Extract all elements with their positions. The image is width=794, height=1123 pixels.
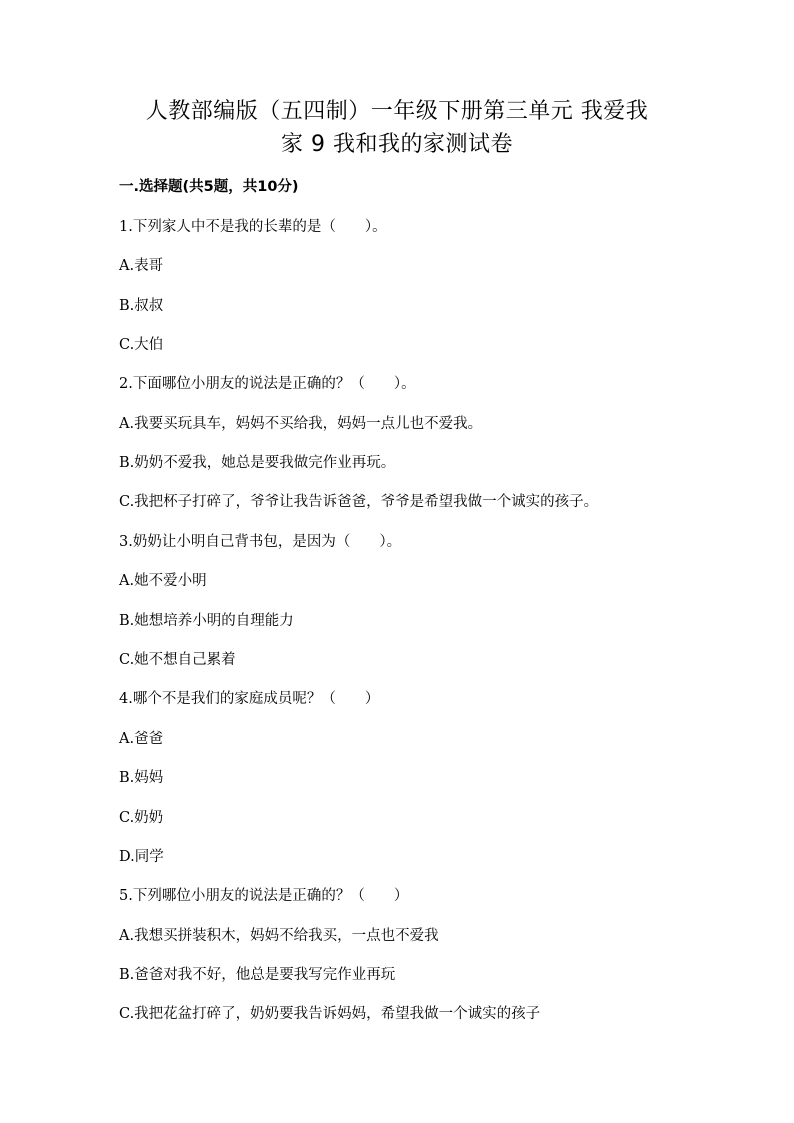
question-3-option-b: B.她想培养小明的自理能力 — [119, 613, 294, 629]
question-2-option-c: C.我把杯子打碎了，爷爷让我告诉爸爸，爷爷是希望我做一个诚实的孩子。 — [119, 494, 599, 510]
question-5-stem: 5.下列哪位小朋友的说法是正确的？（ ） — [119, 888, 409, 904]
question-4-stem: 4.哪个不是我们的家庭成员呢？（ ） — [119, 691, 380, 707]
question-1-option-a: A.表哥 — [119, 258, 164, 274]
page-title-line-2: 家 9 我和我的家测试卷 — [281, 132, 513, 157]
question-2-option-b: B.奶奶不爱我，她总是要我做完作业再玩。 — [119, 455, 396, 471]
question-3-option-a: A.她不爱小明 — [119, 573, 207, 589]
section-heading: 一.选择题(共5题，共10分) — [119, 179, 299, 195]
question-5-option-c: C.我把花盆打碎了，奶奶要我告诉妈妈，希望我做一个诚实的孩子 — [119, 1006, 541, 1022]
question-2-option-a: A.我要买玩具车，妈妈不买给我，妈妈一点儿也不爱我。 — [119, 416, 483, 432]
question-4-option-d: D.同学 — [119, 849, 164, 865]
question-5-option-b: B.爸爸对我不好，他总是要我写完作业再玩 — [119, 967, 396, 983]
question-5-option-a: A.我想买拼装积木，妈妈不给我买，一点也不爱我 — [119, 928, 439, 944]
question-4-option-c: C.奶奶 — [119, 810, 164, 826]
question-4-option-a: A.爸爸 — [119, 731, 164, 747]
question-1-option-c: C.大伯 — [119, 337, 164, 353]
question-4-option-b: B.妈妈 — [119, 770, 164, 786]
page-title-line-1: 人教部编版（五四制）一年级下册第三单元 我爱我 — [145, 99, 649, 124]
question-1-stem: 1.下列家人中不是我的长辈的是（ ）。 — [119, 219, 387, 235]
question-3-option-c: C.她不想自己累着 — [119, 652, 236, 668]
question-2-stem: 2.下面哪位小朋友的说法是正确的？（ ）。 — [119, 376, 416, 392]
question-3-stem: 3.奶奶让小明自己背书包，是因为（ ）。 — [119, 534, 402, 550]
question-1-option-b: B.叔叔 — [119, 298, 164, 314]
